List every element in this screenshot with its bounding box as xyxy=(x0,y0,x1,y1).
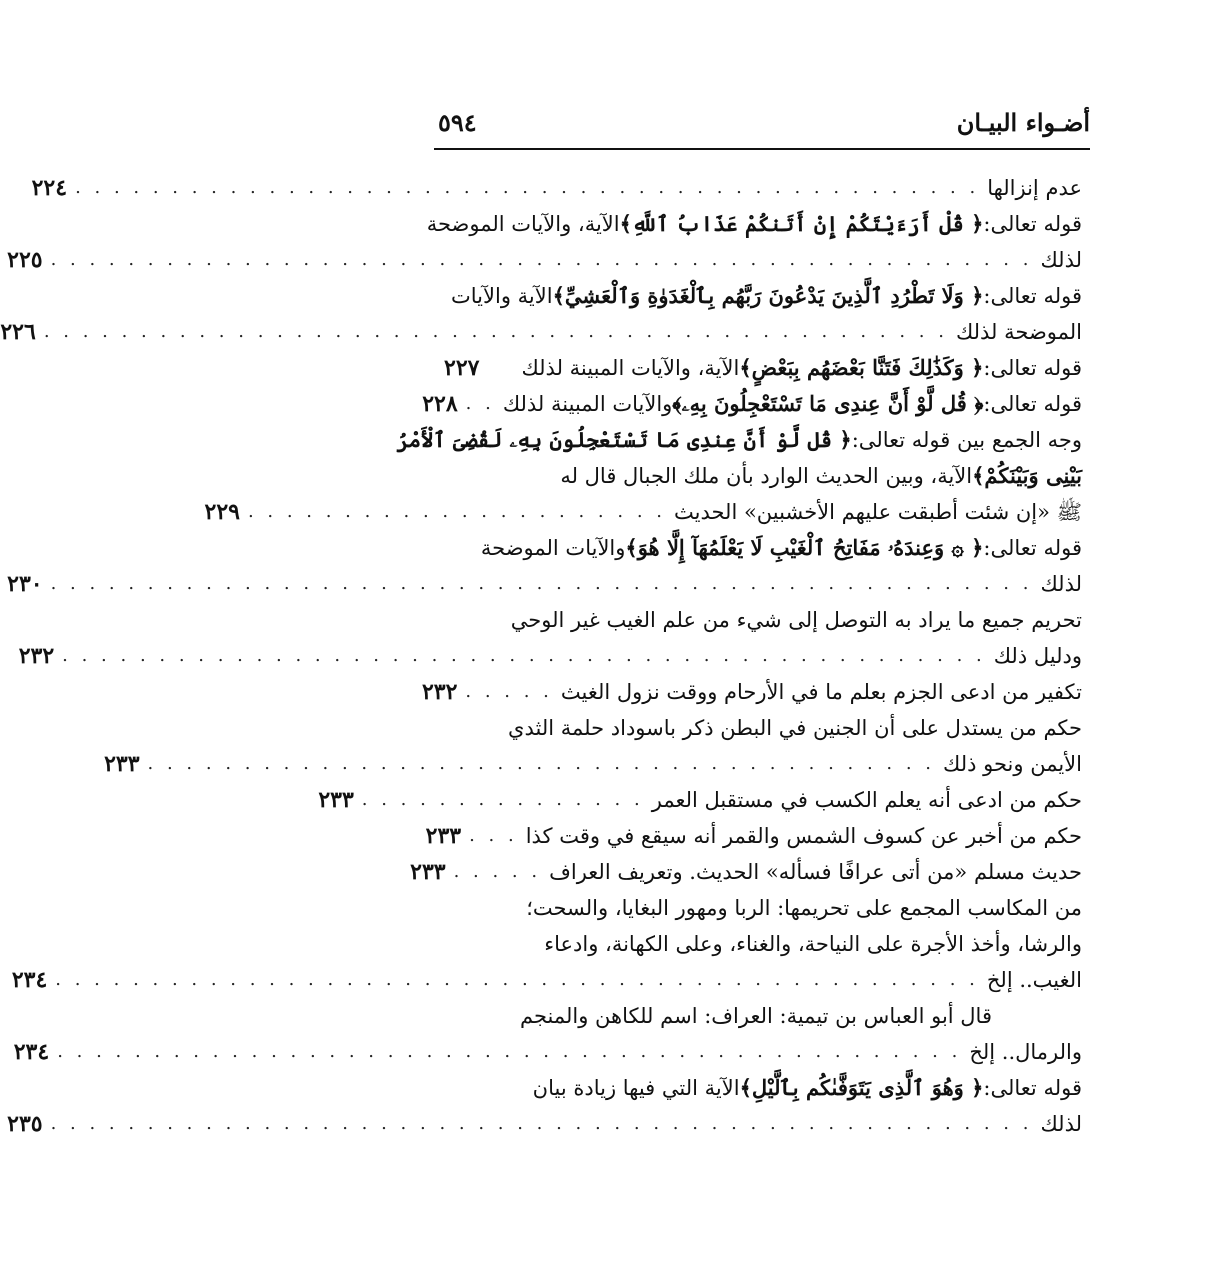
entry-text: حديث مسلم «من أتى عرافًا فسأله» الحديث. وتعريف العراف xyxy=(549,860,1082,884)
index-entry xyxy=(444,998,1082,1034)
entry-text-lead: قوله تعالى: xyxy=(983,1076,1082,1100)
entry-page-number: ٢٣٣ xyxy=(104,751,140,777)
entry-text-tail: والآيات المبينة لذلك xyxy=(502,392,673,416)
leader-dots: . . . . . . . . . . . . . . . . . . . . . . . . . . . . . . . . . . . . . . . . . . . . . . . xyxy=(57,1041,962,1062)
index-entry xyxy=(426,206,1082,242)
index-entry xyxy=(318,782,1082,818)
entry-page-number: ٢٢٥ xyxy=(7,247,43,273)
leader-dots: . . . . . . . . . . . . . . . . . . . . . . . . . . . . . . . . . . . . . . . . . . . . . . . . . . . xyxy=(50,1113,1033,1134)
entry-page-number: ٢٢٦ xyxy=(0,319,36,345)
quran-verse: ﴿ قُل لَّوْ أَنَّ عِندِى مَا تَسْتَعْجِلُونَ بِهِۦ﴾ xyxy=(672,391,984,416)
entry-page-number: ٢٣٤ xyxy=(11,967,48,993)
index-entry xyxy=(421,674,1082,710)
entry-text: والرمال.. إلخ xyxy=(969,1040,1082,1064)
index-entry xyxy=(13,1034,1082,1070)
entry-page-number: ٢٣٠ xyxy=(7,571,43,597)
quran-verse: ﴿ قُل لَّوْ أَنَّ عِندِى مَا تَسْتَعْجِلُونَ بِهِۦ لَقُضِىَ ٱلْأَمْرُ xyxy=(396,427,852,452)
index-entry xyxy=(204,494,1082,530)
entry-text: عدم إنزالها xyxy=(987,176,1082,200)
index-entry xyxy=(18,638,1082,674)
index-entry xyxy=(444,890,1082,926)
entry-text: الموضحة لذلك xyxy=(955,320,1082,344)
quran-verse: ﴿ وَكَذَٰلِكَ فَتَنَّا بَعْضَهُم بِبَعْضٍ﴾ xyxy=(739,355,984,380)
entry-text-lead: قوله تعالى: xyxy=(983,356,1082,380)
entry-page-number: ٢٢٧ xyxy=(444,355,480,381)
leader-dots: . . . . . . . . . . . . . . . . . . . . . . . . . . . . . . . . . . . . . . . . . . . . . . . . . . . xyxy=(50,573,1033,594)
entry-text: لذلك xyxy=(1040,248,1082,272)
entry-text: قال أبو العباس بن تيمية: العراف: اسم للكاهن والمنجم xyxy=(519,1004,992,1028)
index-entry xyxy=(7,242,1082,278)
header-rule xyxy=(434,148,1090,150)
entry-text-lead: وجه الجمع بين قوله تعالى: xyxy=(851,428,1082,452)
page-number: ٥٩٤ xyxy=(438,108,477,137)
entry-page-number: ٢٣٣ xyxy=(318,787,354,813)
entry-text-lead: قوله تعالى: xyxy=(983,212,1082,236)
quran-verse: ﴿ قُلْ أَرَءَيْتَكُمْ إِنْ أَتَنكُمْ عَذَابُ ٱللَّهِ﴾ xyxy=(619,211,984,236)
entry-text: ﷺ «إن شئت أطبقت عليهم الأخشبين» الحديث xyxy=(674,500,1082,524)
entry-page-number: ٢٣٣ xyxy=(410,859,446,885)
index-entry xyxy=(410,854,1082,890)
entry-text-lead: قوله تعالى: xyxy=(983,392,1082,416)
leader-dots: . . . . . xyxy=(453,861,542,882)
entry-text-tail: الآية، والآيات المبينة لذلك xyxy=(521,356,740,380)
entry-text-tail: والآيات الموضحة xyxy=(480,536,626,560)
leader-dots: . . . . . . . . . . . . . . . . . . . . . . . . . . . . . . . . . . . . . . . . . . . . . . . xyxy=(43,321,948,342)
index-entry xyxy=(422,386,1082,422)
entry-page-number: ٢٢٨ xyxy=(422,391,458,417)
index-entry xyxy=(31,170,1082,206)
index-entry xyxy=(7,566,1082,602)
leader-dots: . . . . . . . . . . . . . . . . . . . . . . . . . . . . . . . . . . . . . . . . . xyxy=(147,753,936,774)
index-entry xyxy=(444,926,1082,962)
index-entry xyxy=(444,710,1082,746)
leader-dots: . . . . . . . . . . . . . . . . . . . . . . . . . . . . . . . . . . . . . . . . . . . . . . . . xyxy=(62,645,986,666)
index-entry xyxy=(104,746,1082,782)
index-entry xyxy=(444,278,1082,314)
leader-dots: . . xyxy=(465,393,495,414)
quran-verse: ﴿ ۞ وَعِندَهُۥ مَفَاتِحُ ٱلْغَيْبِ لَا يَعْلَمُهَآ إِلَّا هُوَ﴾ xyxy=(625,535,984,560)
leader-dots: . . . . . . . . . . . . . . . xyxy=(361,789,644,810)
leader-dots: . . . . . . . . . . . . . . . . . . . . . . . . . . . . . . . . . . . . . . . . . . . . . . . . . . . xyxy=(50,249,1033,270)
index-entry xyxy=(11,962,1082,998)
index-entry xyxy=(7,1106,1082,1142)
leader-dots: . . . . . . . . . . . . . . . . . . . . . . xyxy=(247,501,666,522)
index-entry xyxy=(396,422,1082,458)
leader-dots: . . . . . . . . . . . . . . . . . . . . . . . . . . . . . . . . . . . . . . . . . . . . . . . . xyxy=(55,969,979,990)
leader-dots: . . . xyxy=(469,825,518,846)
entry-text: ودليل ذلك xyxy=(993,644,1082,668)
quran-verse: ﴿ وَهُوَ ٱلَّذِى يَتَوَفَّىٰكُم بِٱلَّيْلِ﴾ xyxy=(739,1075,984,1100)
entry-text: حكم من ادعى أنه يعلم الكسب في مستقبل العمر xyxy=(651,788,1082,812)
index-entry xyxy=(444,530,1082,566)
entry-text: لذلك xyxy=(1040,572,1082,596)
entry-page-number: ٢٣٤ xyxy=(13,1039,50,1065)
entry-page-number: ٢٣٢ xyxy=(421,679,458,705)
entry-text: تحريم جميع ما يراد به التوصل إلى شيء من علم الغيب غير الوحي xyxy=(510,608,1082,632)
index-entry xyxy=(444,458,1082,494)
entry-page-number: ٢٢٤ xyxy=(31,175,68,201)
entry-text: الأيمن ونحو ذلك xyxy=(943,752,1082,776)
entry-text-lead: قوله تعالى: xyxy=(983,536,1082,560)
page-header xyxy=(434,108,1090,144)
entry-text: حكم من أخبر عن كسوف الشمس والقمر أنه سيقع في وقت كذا xyxy=(525,824,1082,848)
entry-text-tail: الآية والآيات xyxy=(451,284,553,308)
entry-page-number: ٢٣٢ xyxy=(18,643,55,669)
entry-page-number: ٢٣٣ xyxy=(425,823,462,849)
book-title: أضـواء البيـان xyxy=(956,108,1090,137)
index-entry xyxy=(444,350,1082,386)
entry-page-number: ٢٢٩ xyxy=(204,499,240,525)
index-entry xyxy=(444,1070,1082,1106)
entry-text: حكم من يستدل على أن الجنين في البطن ذكر باسوداد حلمة الثدي xyxy=(508,716,1082,740)
entry-page-number: ٢٣٥ xyxy=(7,1111,43,1137)
index-entry xyxy=(425,818,1082,854)
entry-text: والرشا، وأخذ الأجرة على النياحة، والغناء، وعلى الكهانة، وادعاء xyxy=(544,932,1082,956)
entry-text-lead: قوله تعالى: xyxy=(983,284,1082,308)
index-list xyxy=(0,170,1082,1142)
entry-text-tail: الآية التي فيها زيادة بيان xyxy=(532,1076,740,1100)
entry-text: الغيب.. إلخ xyxy=(986,968,1082,992)
entry-text: من المكاسب المجمع على تحريمها: الربا ومهور البغايا، والسحت؛ xyxy=(526,896,1082,920)
quran-verse: ﴿ وَلَا تَطْرُدِ ٱلَّذِينَ يَدْعُونَ رَبَّهُم بِٱلْغَدَوٰةِ وَٱلْعَشِيِّ﴾ xyxy=(552,283,984,308)
quran-verse: بَيْنِى وَبَيْنَكُمْ﴾ xyxy=(972,463,1082,488)
index-entry xyxy=(444,602,1082,638)
entry-text-tail: الآية، والآيات الموضحة xyxy=(426,212,620,236)
leader-dots: . . . . . . . . . . . . . . . . . . . . . . . . . . . . . . . . . . . . . . . . . . . . . . . xyxy=(75,177,980,198)
entry-text: لذلك xyxy=(1040,1112,1082,1136)
entry-text-tail: الآية، وبين الحديث الوارد بأن ملك الجبال قال له xyxy=(560,464,973,488)
index-entry xyxy=(0,314,1082,350)
leader-dots: . . . . . xyxy=(465,681,553,702)
entry-text: تكفير من ادعى الجزم بعلم ما في الأرحام ووقت نزول الغيث xyxy=(560,680,1082,704)
